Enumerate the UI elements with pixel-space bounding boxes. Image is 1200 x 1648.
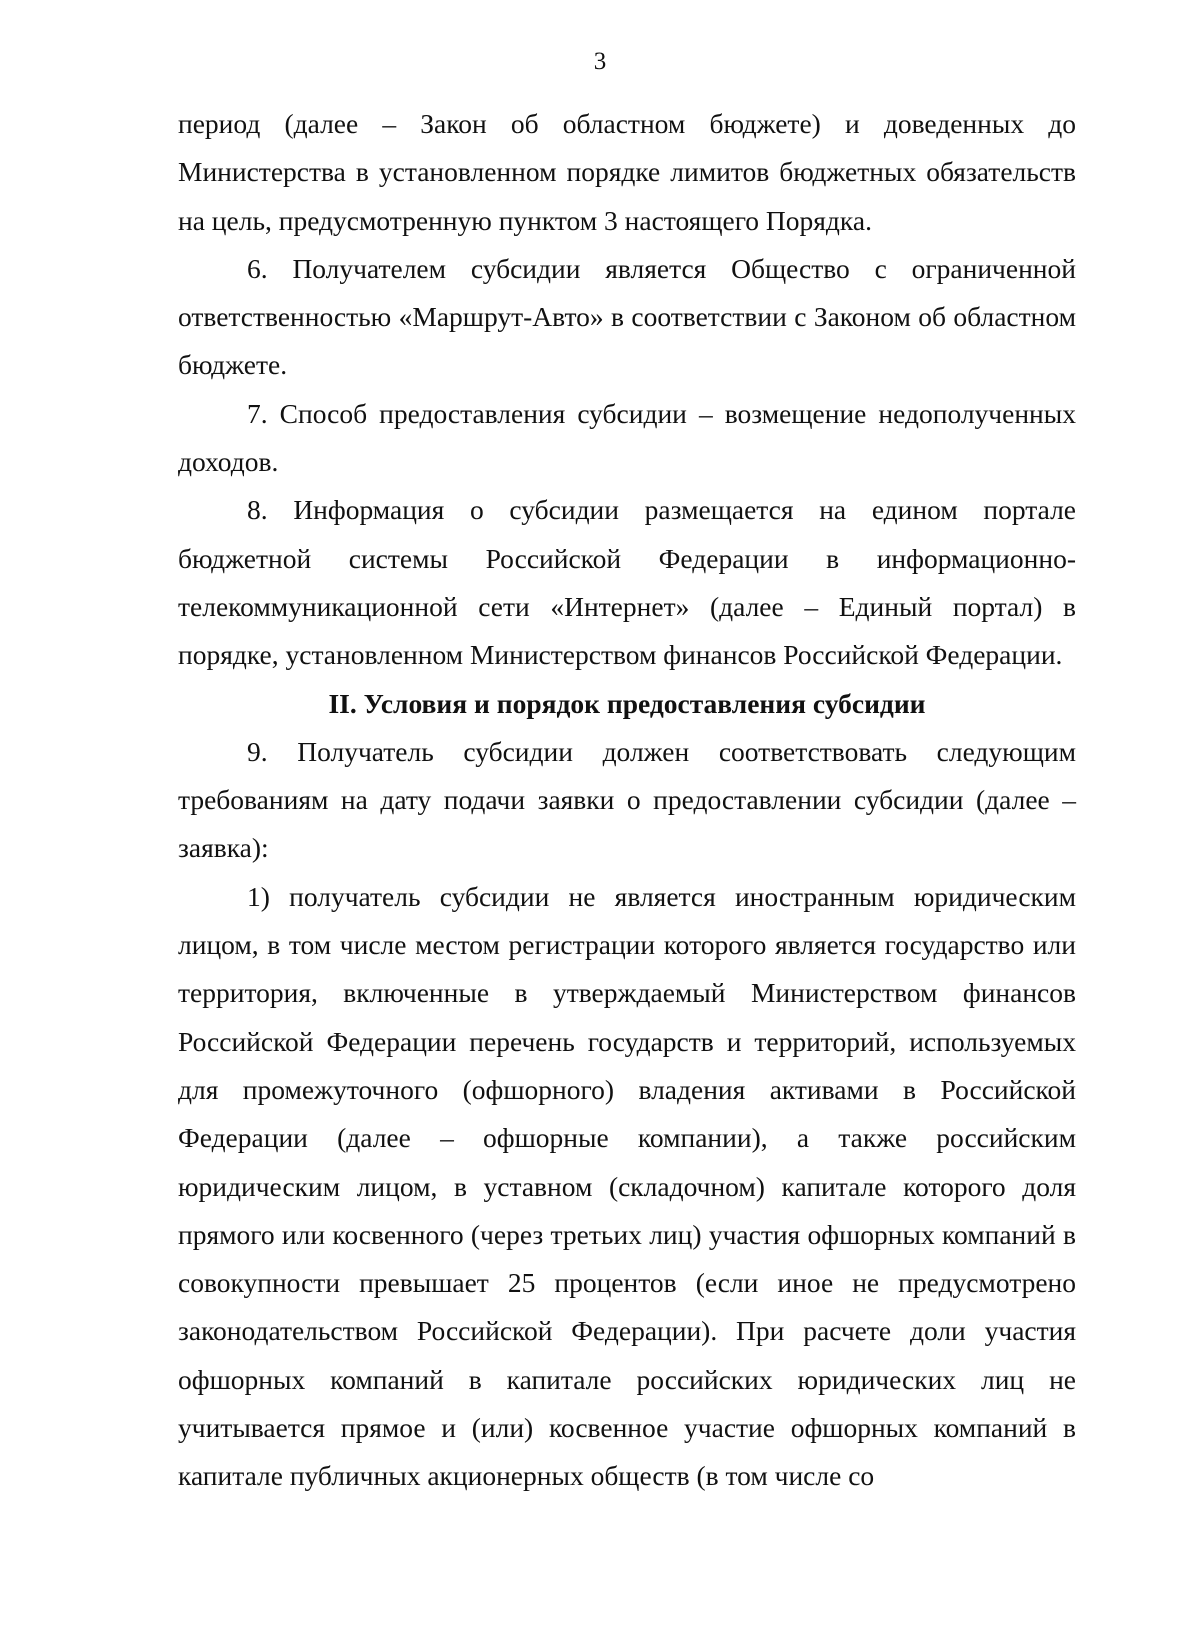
page-number: 3 xyxy=(593,48,607,75)
paragraph-8: 8. Информация о субсидии размещается на едином портале бюджетной системы Российской Федерации в информационно-телекоммуникационной сети «Интернет» (далее – Единый портал) в порядке, установленном Министерством финансов Российской Федерации. xyxy=(178,494,1076,671)
document-body xyxy=(178,100,1076,1501)
paragraph-6: 6. Получателем субсидии является Общество с ограниченной ответственностью «Маршрут-Авто» в соответствии с Законом об областном бюджете. xyxy=(178,252,1076,381)
paragraph-7: 7. Способ предоставления субсидии – возмещение недополученных доходов. xyxy=(178,397,1076,478)
paragraph-continuation: период (далее – Закон об областном бюджете) и доведенных до Министерства в установленном порядке лимитов бюджетных обязательств на цель, предусмотренную пунктом 3 настоящего Порядка. xyxy=(178,108,1076,236)
paragraph-9-item-1: 1) получатель субсидии не является иностранным юридическим лицом, в том числе местом регистрации которого является государство или территория, включенные в утверждаемый Министерством финансов Российской Федерации перечень государств и территорий, используемых для промежуточного (офшорного) владения активами в Российской Федерации (далее – офшорные компании), а также российским юридическим лицом, в уставном (складочном) капитале которого доля прямого или косвенного (через третьих лиц) участия офшорных компаний в совокупности превышает 25 процентов (если иное не предусмотрено законодательством Российской Федерации). При расчете доли участия офшорных компаний в капитале российских юридических лиц не учитывается прямое и (или) косвенное участие офшорных компаний в капитале публичных акционерных обществ (в том числе со xyxy=(178,880,1076,1492)
paragraph-9: 9. Получатель субсидии должен соответствовать следующим требованиям на дату подачи заявки о предоставлении субсидии (далее – заявка): xyxy=(178,735,1076,864)
section-heading: II. Условия и порядок предоставления субсидии xyxy=(328,687,926,719)
